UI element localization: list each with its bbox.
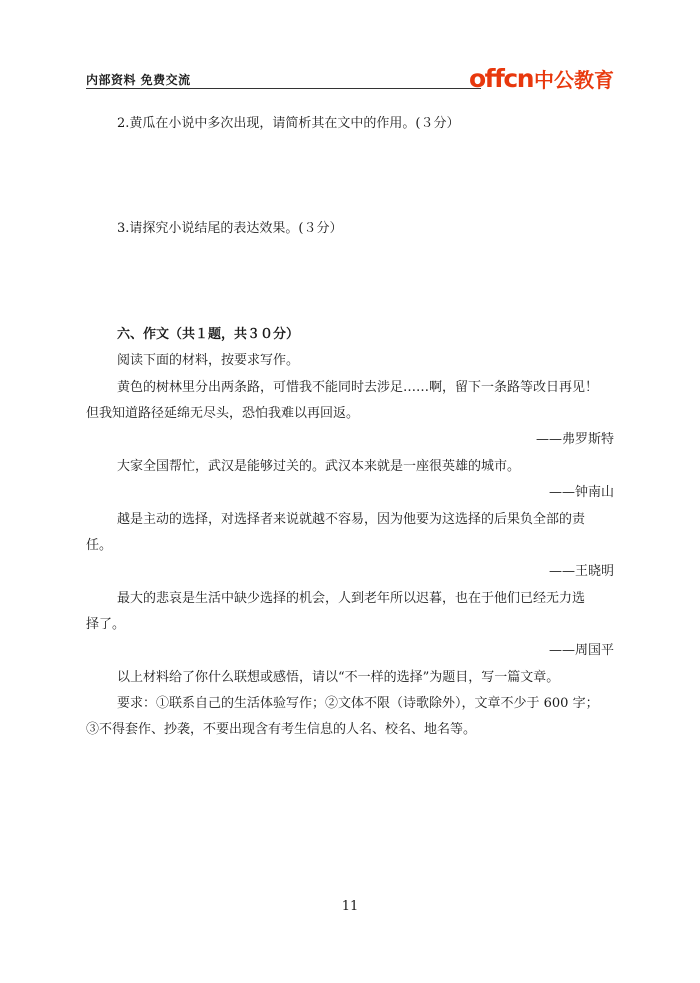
- quote-2-author: ——钟南山: [548, 485, 614, 500]
- section-intro: 阅读下面的材料，按要求写作。: [117, 353, 300, 368]
- quote-4-line-2: 择了。: [86, 617, 126, 632]
- page-header: [86, 64, 614, 93]
- logo-latin-text: offcn: [468, 64, 533, 93]
- logo-chinese-text: 中公教育: [534, 68, 614, 92]
- question-2: 2.黄瓜在小说中多次出现，请简析其在文中的作用。(３分）: [117, 116, 460, 131]
- page-number: 11: [341, 899, 359, 914]
- quote-3-line-1: 越是主动的选择，对选择者来说就越不容易，因为他要为这选择的后果负全部的责: [117, 512, 586, 527]
- header-label: 内部资料 免费交流: [86, 73, 191, 87]
- writing-prompt: 以上材料给了你什么联想或感悟，请以“不一样的选择”为题目，写一篇文章。: [117, 670, 560, 685]
- quote-3-author: ——王晓明: [548, 564, 614, 579]
- header-rule: [86, 88, 481, 89]
- offcn-logo: [468, 64, 614, 93]
- quote-4-author: ——周国平: [548, 643, 614, 658]
- quote-1-line-2: 但我知道路径延绵无尽头，恐怕我难以再回返。: [86, 406, 360, 421]
- quote-2-line-1: 大家全国帮忙，武汉是能够过关的。武汉本来就是一座很英雄的城市。: [117, 459, 521, 474]
- quote-4-line-1: 最大的悲哀是生活中缺少选择的机会，人到老年所以迟暮，也在于他们已经无力选: [117, 591, 586, 606]
- quote-1-line-1: 黄色的树林里分出两条路，可惜我不能同时去涉足……啊，留下一条路等改日再见！: [117, 380, 599, 395]
- requirements-line-1: 要求：①联系自己的生活体验写作；②文体不限（诗歌除外），文章不少于 600 字；: [117, 696, 599, 711]
- section-title: 六、作文（共１题，共３０分）: [117, 327, 300, 342]
- requirements-line-2: ③不得套作、抄袭，不要出现含有考生信息的人名、校名、地名等。: [86, 722, 477, 737]
- quote-3-line-2: 任。: [86, 538, 113, 553]
- question-3: 3.请探究小说结尾的表达效果。(３分）: [117, 221, 343, 236]
- quote-1-author: ——弗罗斯特: [535, 432, 614, 447]
